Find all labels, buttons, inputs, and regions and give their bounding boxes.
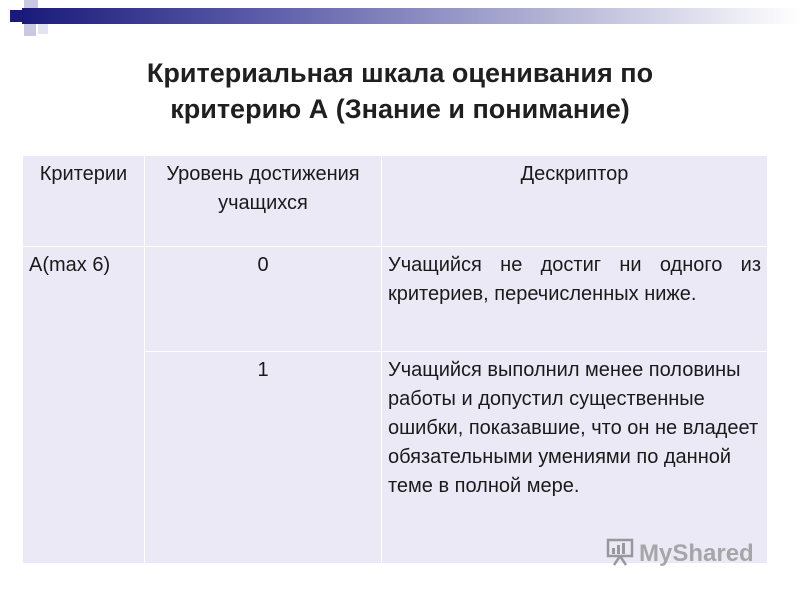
header-gradient-bar [22,8,800,24]
level-cell: 1 [145,352,382,564]
decorative-square [10,10,22,22]
slide-title [60,55,740,127]
decorative-square [24,24,36,36]
level-cell: 0 [145,247,382,352]
decorative-square [24,0,38,8]
watermark-logo [605,537,754,571]
slide-title-line-2: критерию А (Знание и понимание) [170,94,630,124]
slide-title-line-1: Критериальная шкала оценивания по [146,58,654,88]
header-level: Уровень достижения учащихся [145,156,382,247]
header-criteria: Критерии [23,156,145,247]
presentation-board-icon [605,537,635,572]
watermark-text: MyShared [639,540,754,567]
table-header-row [23,156,768,247]
descriptor-cell: Учащийся не достиг ни одного из критериев, перечисленных ниже. [382,247,768,352]
decorative-square [38,24,48,34]
criterion-cell: А(max 6) [23,247,145,564]
table-row [23,247,768,352]
criteria-table [22,155,768,564]
header-descriptor: Дескриптор [382,156,768,247]
descriptor-cell: Учащийся выполнил менее половины работы и допустил существенные ошибки, показавшие, что он не владеет обязательными умениями по данной теме в полной мере. [382,352,768,564]
